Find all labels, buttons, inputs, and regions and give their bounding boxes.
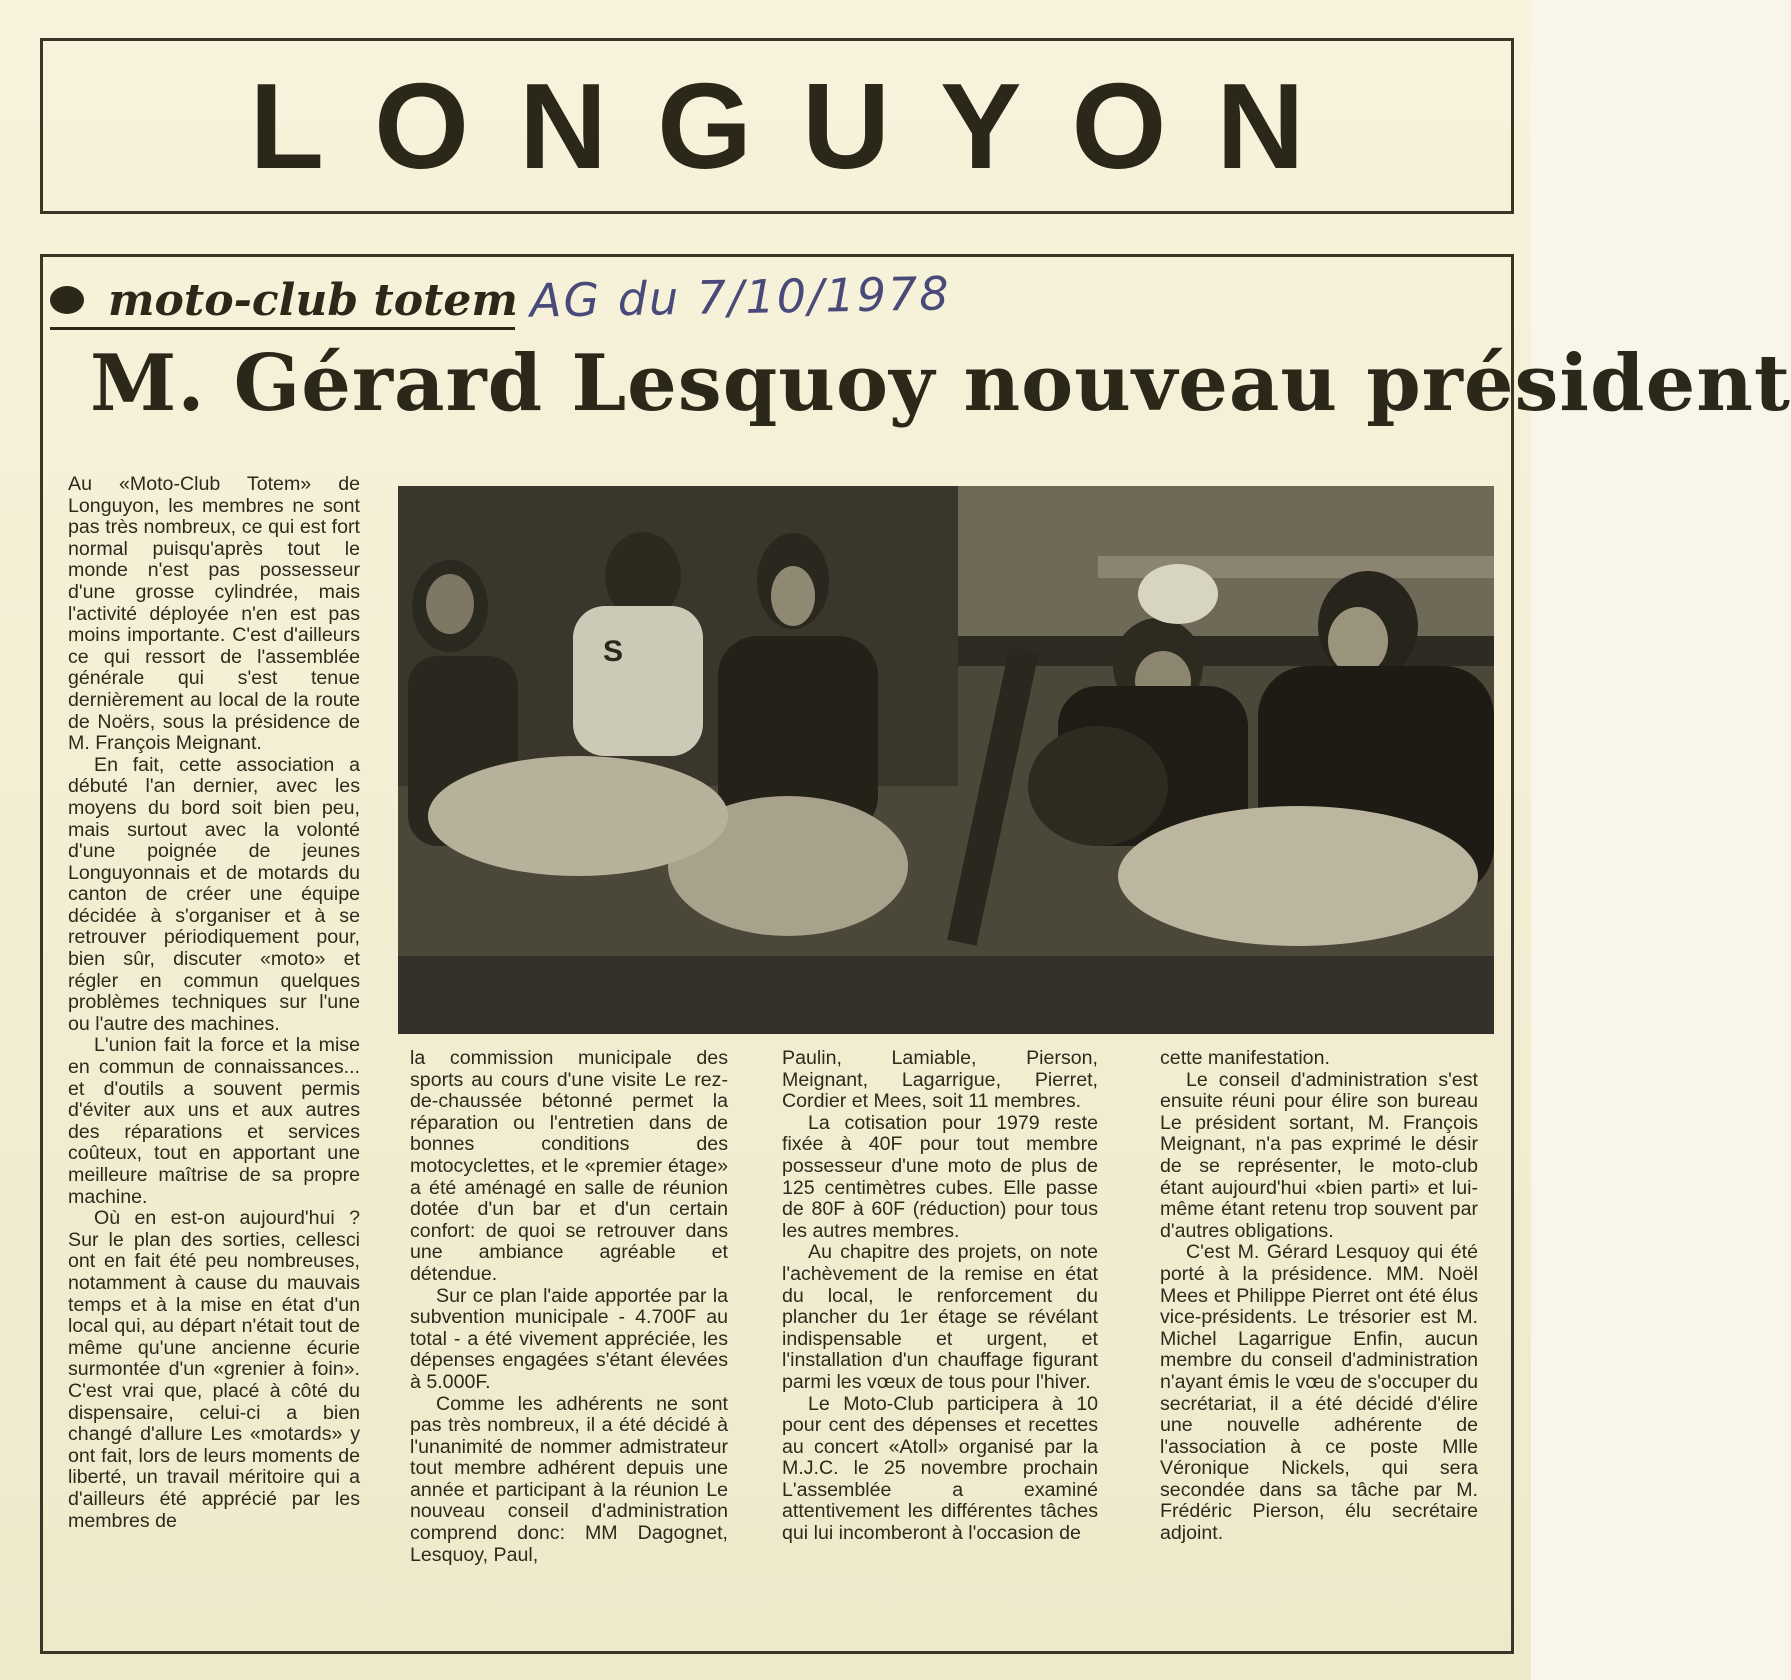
- article-column-1: [68, 474, 360, 1532]
- rubric: [50, 275, 518, 325]
- svg-text:S: S: [603, 635, 624, 668]
- paragraph: Paulin, Lamiable, Pierson, Meignant, Lagarrigue, Pierret, Cordier et Mees, soit 11 membres.: [782, 1047, 1098, 1113]
- masthead-title: LONGUYON: [249, 58, 1355, 194]
- article-column-4: [1160, 1048, 1478, 1545]
- paragraph: Au «Moto-Club Totem» de Longuyon, les membres ne sont pas très nombreux, ce qui est fort normal puisqu'après tout le monde n'est pas possesseur d'une grosse cylindrée, mais l'activité déployée n'en est pas moins importante. C'est d'ailleurs ce qui ressort de l'assemblée générale qui s'est tenue dernièrement au local de la route de Noërs, sous la présidence de M. François Meignant.: [68, 473, 360, 755]
- paragraph: La cotisation pour 1979 reste fixée à 40F pour tout membre possesseur d'une moto de plus de 125 centimètres cubes. Elle passe de 80F à 60F (réduction) pour tous les autres membres.: [782, 1111, 1098, 1242]
- photo-illustration: [398, 486, 1494, 1034]
- rubric-underline: [50, 327, 515, 330]
- paragraph: la commission municipale des sports au cours d'une visite Le rez-de-chaussée bétonné permet la réparation ou l'entretien dans de bonnes conditions des motocyclettes, et le «premier étage» a été aménagé en salle de réunion dotée d'un bar et d'un certain confort: de quoi se retrouver dans une ambiance agréable et détendue.: [410, 1047, 728, 1285]
- paragraph: L'union fait la force et la mise en commun de connaissances... et d'outils a souvent permis d'éviter aux uns et aux autres des réparations et services coûteux, tout en apportant une meilleure maîtrise de sa propre machine.: [68, 1034, 360, 1208]
- paragraph: Le conseil d'administration s'est ensuite réuni pour élire son bureau Le président sortant, M. François Meignant, n'a pas exprimé le désir de se représenter, le moto-club étant aujourd'hui «bien parti» et lui-même étant retenu trop souvent par d'autres obligations.: [1160, 1068, 1478, 1242]
- headline: M. Gérard Lesquoy nouveau président: [90, 338, 1791, 429]
- paragraph: Comme les adhérents ne sont pas très nombreux, il a été décidé à l'unanimité de nommer admistrateur tout membre adhérent depuis une année et participant à la réunion Le nouveau conseil d'administration comprend donc: MM Dagognet, Lesquoy, Paul,: [410, 1392, 728, 1566]
- paragraph: Où en est-on aujourd'hui ? Sur le plan des sorties, cellesci ont en fait été peu nombreuses, notamment à cause du mauvais temps et à la mise en état d'un local qui, au départ n'était tout de même qu'une ancienne écurie surmontée d'un «grenier à foin». C'est vrai que, placé à côté du dispensaire, celui-ci a bien changé d'allure Les «motards» y ont fait, lors de leurs moments de liberté, un travail méritoire qui a d'ailleurs été apprécié par les membres de: [68, 1207, 360, 1532]
- masthead: [40, 38, 1514, 214]
- photo-of-club-members-icon: [398, 486, 1494, 1034]
- article-column-2: [410, 1048, 728, 1566]
- paragraph: C'est M. Gérard Lesquoy qui été porté à la présidence. MM. Noël Mees et Philippe Pierret ont été élus vice-présidents. Le trésorier est M. Michel Lagarrigue Enfin, aucun membre du conseil d'administration n'ayant émis le vœu de s'occuper du secrétariat, il a été décidé d'élire une nouvelle adhérente de l'association à ce poste Mlle Véronique Nickels, qui sera secondée dans sa tâche par M. Frédéric Pierson, élu secrétaire adjoint.: [1160, 1241, 1478, 1545]
- paragraph: Le Moto-Club participera à 10 pour cent des dépenses et recettes au concert «Atoll» organisé par la M.J.C. le 25 novembre prochain L'assemblée a examiné attentivement les différentes tâches qui lui incomberont à l'occasion de: [782, 1392, 1098, 1545]
- bullet-icon: [50, 286, 84, 314]
- paragraph: Sur ce plan l'aide apportée par la subvention municipale - 4.700F au total - a été vivement appréciée, les dépenses engagées s'étant élevées à 5.000F.: [410, 1284, 728, 1393]
- paragraph: cette manifestation.: [1160, 1047, 1330, 1069]
- paragraph: En fait, cette association a débuté l'an dernier, avec les moyens du bord soit bien peu, mais surtout avec la volonté d'une poignée de jeunes Longuyonnais et de motards du canton de créer une équipe décidée à s'organiser et à se retrouver périodiquement pour, bien sûr, discuter «moto» et régler en commun quelques problèmes techniques sur l'une ou l'autre des machines.: [68, 753, 360, 1035]
- rubric-text: moto-club totem: [108, 274, 518, 326]
- handwritten-note: AG du 7/10/1978: [529, 266, 952, 328]
- article-column-3: [782, 1048, 1098, 1545]
- paragraph: Au chapitre des projets, on note l'achèvement de la remise en état du local, le renforcement du plancher du 1er étage se révélant indispensable et urgent, et l'installation d'un chauffage figurant parmi les vœux de tous pour l'hiver.: [782, 1241, 1098, 1393]
